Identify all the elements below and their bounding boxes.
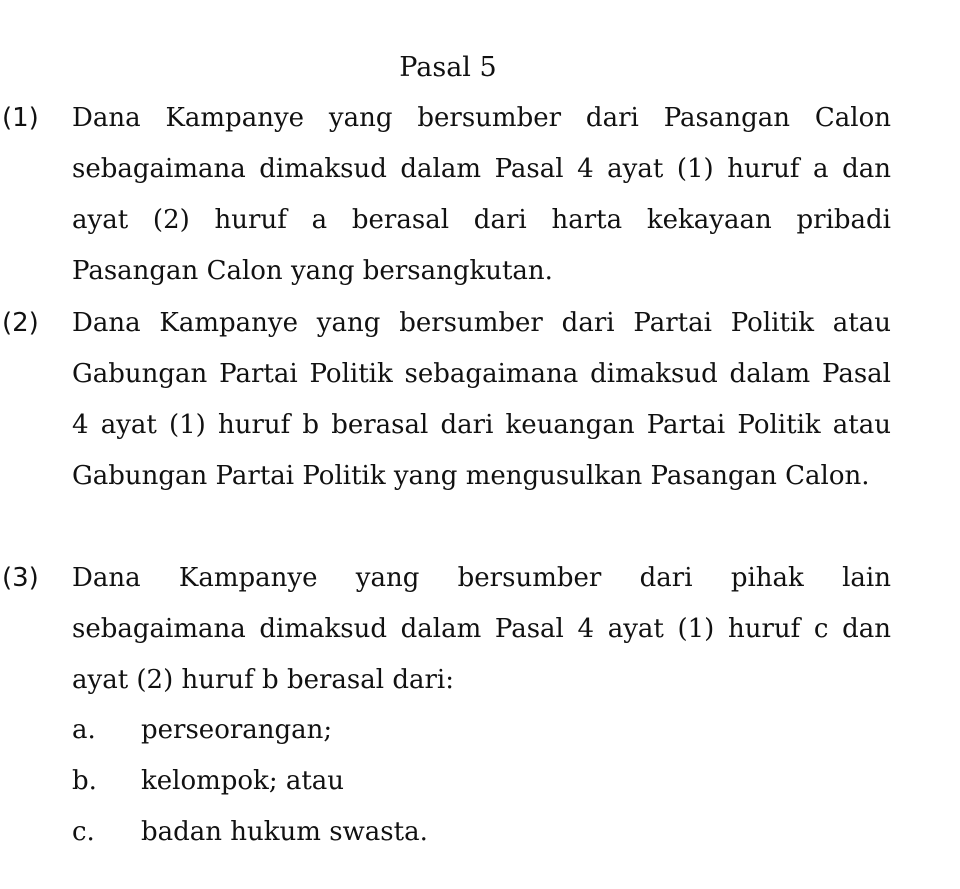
paragraph-text: Dana Kampanye yang bersumber dari pihak lain sebagaimana dimaksud dalam Pasal 4 ayat (1) huruf c dan ayat (2) huruf b berasal dari: [72,563,891,695]
list-item [72,705,891,756]
list-item-text: perseorangan; [141,715,333,745]
paragraph-text: Dana Kampanye yang bersumber dari Partai Politik atau Gabungan Partai Politik sebagaimana dimaksud dalam Pasal 4 ayat (1) huruf b berasal dari keuangan Partai Politik atau Gabungan Partai Politik yang mengusulkan Pasangan Calon. [72,308,891,491]
paragraph-number: (2) [2,308,39,338]
sub-list [72,705,891,858]
list-marker: b. [72,766,97,796]
paragraph-number: (1) [2,103,39,133]
list-marker: c. [72,817,95,847]
article-title: Pasal 5 [399,52,497,83]
paragraph-number: (3) [2,563,39,593]
list-item [72,807,891,858]
list-item-text: kelompok; atau [141,766,345,796]
list-marker: a. [72,715,96,745]
paragraph-text: Dana Kampanye yang bersumber dari Pasangan Calon sebagaimana dimaksud dalam Pasal 4 ayat (1) huruf a dan ayat (2) huruf a berasal dari harta kekayaan pribadi Pasangan Calon yang bersangkutan. [72,103,891,286]
list-item [72,756,891,807]
list-item-text: badan hukum swasta. [141,817,428,847]
